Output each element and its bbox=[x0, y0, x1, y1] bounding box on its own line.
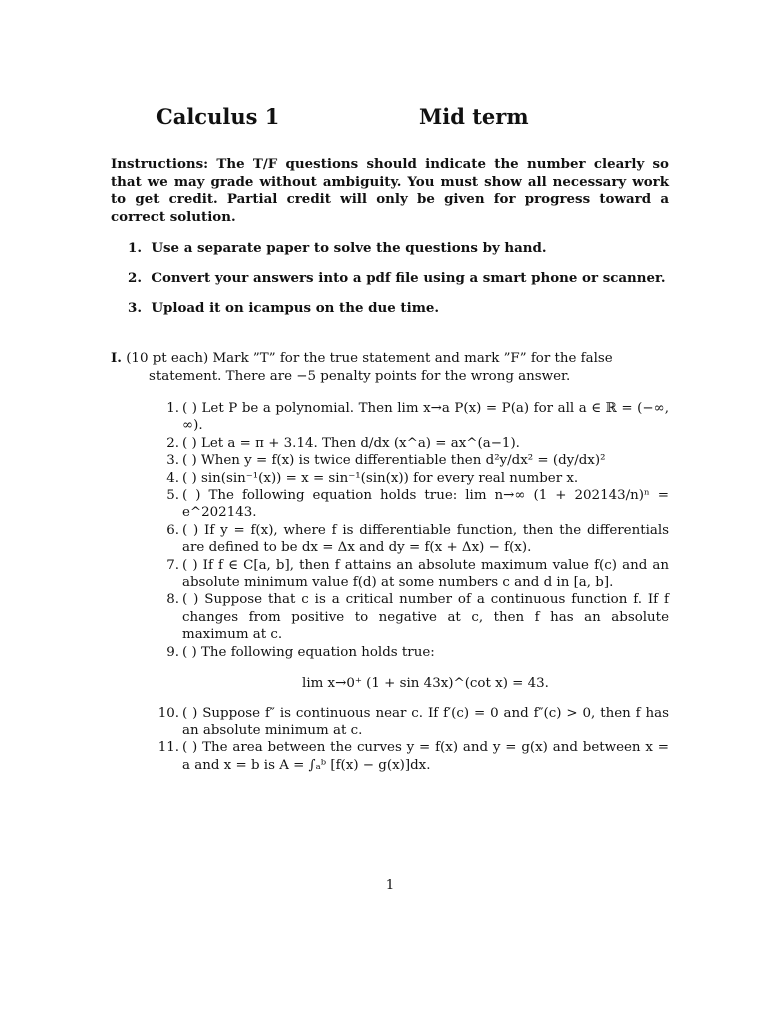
question-text: ( ) When y = f(x) is twice differentiable then d²y/dx² = (dy/dx)² bbox=[182, 453, 606, 469]
course-title: Calculus 1 bbox=[156, 104, 280, 129]
question-item bbox=[155, 644, 669, 693]
question-text: ( ) If f ∈ C[a, b], then f attains an absolute maximum value f(c) and an absolute minimum value f(d) at some numbers c and d in [a, b]. bbox=[182, 557, 669, 591]
instructions-label: Instructions: bbox=[111, 156, 209, 172]
question-item bbox=[155, 557, 669, 592]
question-text: ( ) The area between the curves y = f(x) and y = g(x) and between x = a and x = b is A = ∫ₐᵇ [f(x) − g(x)]dx. bbox=[182, 740, 669, 773]
question-text: ( ) Suppose that c is a critical number of a continuous function f. If f changes from positive to negative at c, then f has an absolute maximum at c. bbox=[182, 592, 669, 643]
question-item bbox=[155, 522, 669, 557]
question-text: ( ) The following equation holds true: bbox=[182, 644, 435, 660]
question-item bbox=[155, 705, 669, 740]
question-number: 10. bbox=[157, 705, 179, 721]
instruction-step: 3. Upload it on icampus on the due time. bbox=[128, 300, 440, 316]
question-number: 5. bbox=[166, 488, 179, 504]
question-number: 11. bbox=[157, 740, 179, 756]
page-number: 1 bbox=[385, 878, 395, 893]
question-number: 8. bbox=[166, 592, 179, 608]
question-number: 6. bbox=[166, 522, 179, 538]
question-item bbox=[155, 487, 669, 522]
instruction-step: 2. Convert your answers into a pdf file using a smart phone or scanner. bbox=[128, 270, 666, 286]
question-text: ( ) If y = f(x), where f is differentiable function, then the differentials are defined to be dx = Δx and dy = f(x + Δx) − f(x). bbox=[182, 522, 669, 556]
instruction-steps bbox=[128, 240, 668, 330]
question-number: 3. bbox=[166, 453, 179, 469]
question-number: 1. bbox=[166, 401, 179, 416]
question-number: 2. bbox=[166, 435, 179, 451]
exam-title: Mid term bbox=[419, 104, 529, 129]
question-text: ( ) The following equation holds true: lim n→∞ (1 + 202143/n)ⁿ = e^202143. bbox=[182, 488, 669, 521]
section-instructions: Mark ”T” for the true statement and mark ”F” for the false statement. There are −5 penalty points for the wrong answer. bbox=[149, 351, 613, 384]
question-number: 7. bbox=[166, 557, 179, 573]
instructions-paragraph bbox=[111, 156, 669, 226]
question-item bbox=[155, 452, 669, 469]
question-list bbox=[155, 400, 669, 774]
question-item bbox=[155, 591, 669, 643]
question-text: ( ) sin(sin⁻¹(x)) = x = sin⁻¹(sin(x)) for every real number x. bbox=[182, 470, 579, 486]
instructions-text: The T/F questions should indicate the number clearly so that we may grade without ambiguity. You must show all necessary work to get credit. Partial credit will only be given for progress toward a correct solution. bbox=[111, 156, 669, 225]
question-text: ( ) Let P be a polynomial. Then lim x→a P(x) = P(a) for all a ∈ ℝ = (−∞, ∞). bbox=[182, 401, 669, 434]
question-number: 4. bbox=[166, 470, 179, 486]
section-points: (10 pt each) bbox=[126, 351, 209, 366]
question-item bbox=[155, 470, 669, 487]
display-equation: lim x→0⁺ (1 + sin 43x)^(cot x) = 43. bbox=[302, 676, 549, 692]
question-item bbox=[155, 400, 669, 435]
section-header bbox=[111, 349, 671, 386]
question-item bbox=[155, 739, 669, 774]
question-number: 9. bbox=[166, 644, 179, 660]
instruction-step: 1. Use a separate paper to solve the questions by hand. bbox=[128, 240, 547, 256]
question-text: ( ) Let a = π + 3.14. Then d/dx (x^a) = ax^(a−1). bbox=[182, 435, 520, 451]
question-text: ( ) Suppose f″ is continuous near c. If f′(c) = 0 and f″(c) > 0, then f has an absolute minimum at c. bbox=[182, 705, 669, 738]
question-item bbox=[155, 435, 669, 452]
section-number: I. bbox=[111, 350, 122, 366]
